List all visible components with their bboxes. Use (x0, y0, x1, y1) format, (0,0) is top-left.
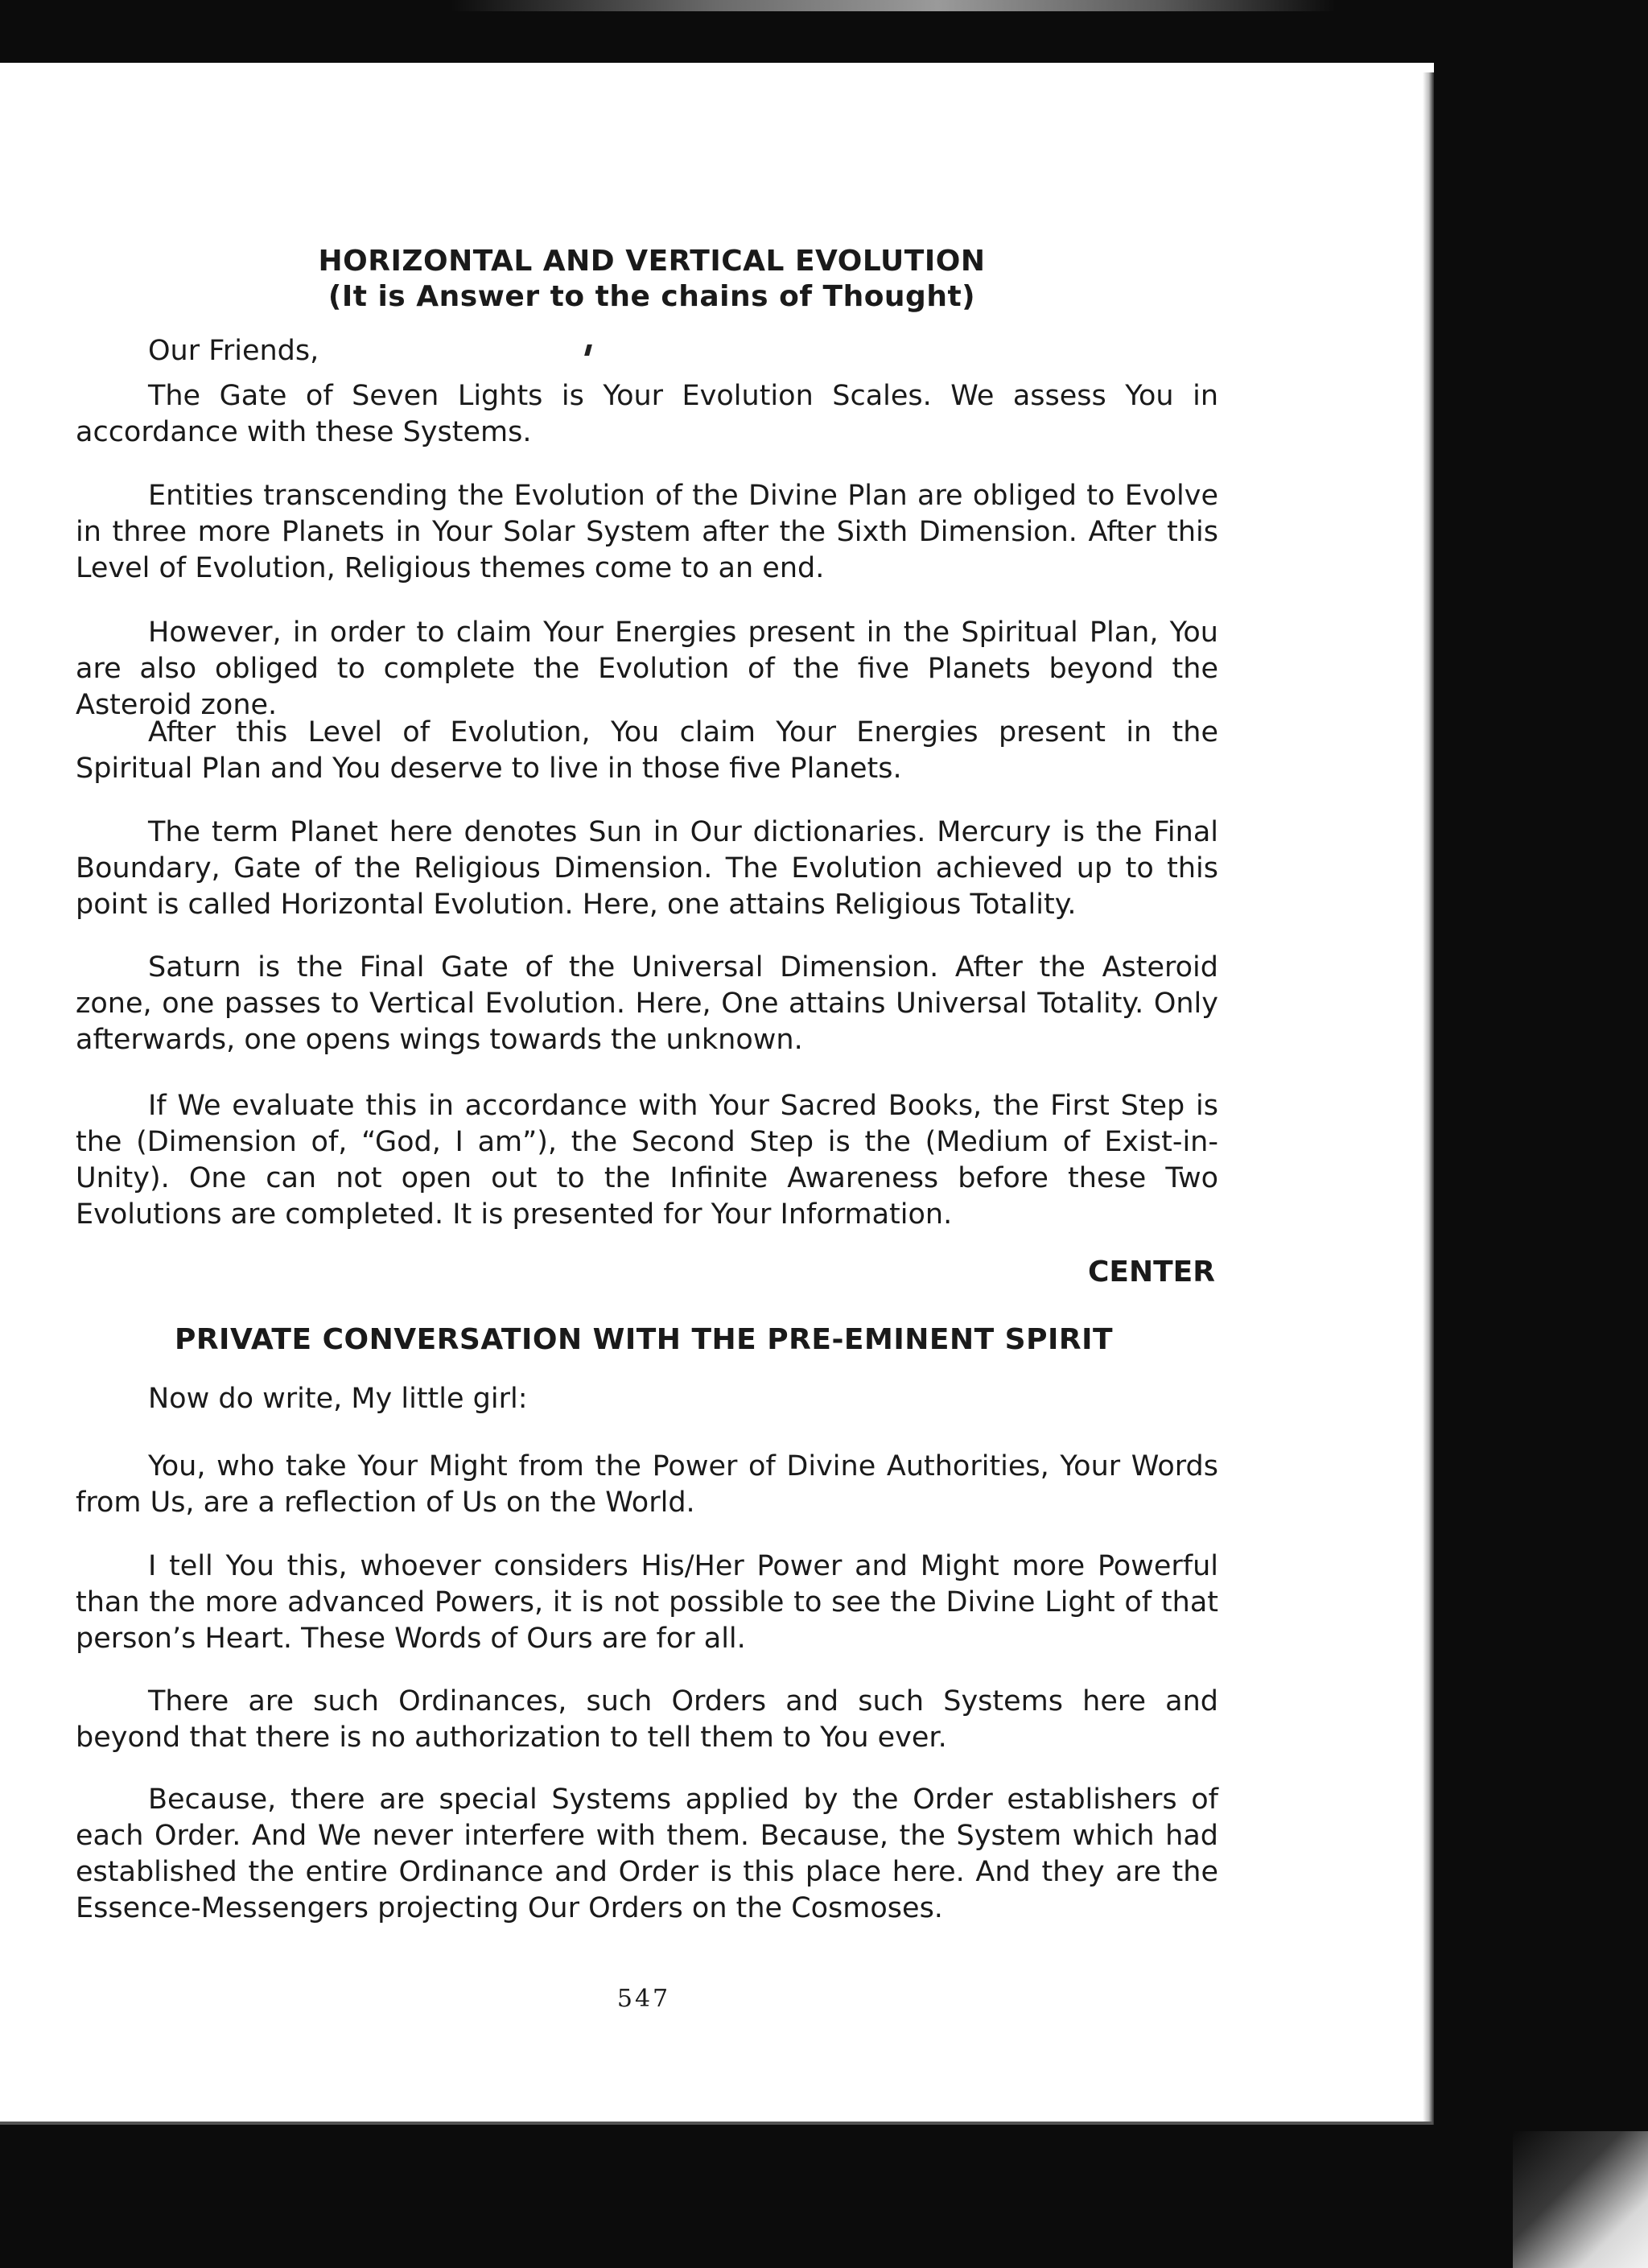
section1-paragraph-4: After this Level of Evolution, You claim Your Energies present in the Spiritual Plan and You deserve to live in those five Planets. (76, 716, 1218, 785)
section2-paragraph-2: I tell You this, whoever considers His/Her Power and Might more Powerful than the more advanced Powers, it is not possible to see the Divine Light of that person’s Heart. These Words of Ours are for all. (76, 1550, 1218, 1655)
section1-subtitle: (It is Answer to the chains of Thought) (328, 280, 976, 313)
section1-signature: CENTER (1087, 1256, 1215, 1289)
section1-paragraph-6: Saturn is the Final Gate of the Universal Dimension. After the Asteroid zone, one passes to Vertical Evolution. Here, One attains Universal Totality. Only afterwards, one opens wings towards the unknown. (76, 951, 1218, 1056)
section2-paragraph-4: Because, there are special Systems applied by the Order establishers of each Order. And We never interfere with them. Because, the System which had established the entire Ordinance and Order is this place here. And they are the Essence-Messengers projecting Our Orders on the Cosmoses. (76, 1783, 1218, 1924)
section1-paragraph-3: However, in order to claim Your Energies present in the Spiritual Plan, You are also obliged to complete the Evolution of the five Planets beyond the Asteroid zone. (76, 616, 1218, 721)
section1-paragraph-5: The term Planet here denotes Sun in Our dictionaries. Mercury is the Final Boundary, Gate of the Religious Dimension. The Evolution achieved up to this point is called Horizontal Evolution. Here, one attains Religious Totality. (76, 816, 1218, 921)
section1-paragraph-1: The Gate of Seven Lights is Your Evolution Scales. We assess You in accordance with these Systems. (76, 380, 1218, 448)
section2-opening: Now do write, My little girl: (148, 1383, 528, 1415)
section1-paragraph-2: Entities transcending the Evolution of the Divine Plan are obliged to Evolve in three more Planets in Your Solar System after the Sixth Dimension. After this Level of Evolution, Religious themes come to an end. (76, 480, 1218, 584)
section2-paragraph-3: There are such Ordinances, such Orders and such Systems here and beyond that there is no authorization to tell them to You ever. (76, 1685, 1218, 1754)
page-number: 547 (616, 1985, 671, 2013)
section1-paragraph-7: If We evaluate this in accordance with Your Sacred Books, the First Step is the (Dimension of, “God, I am”), the Second Step is the (Medium of Exist-in-Unity). One can not open out to the Infinite Awareness before these Two Evolutions are completed. It is presented for Your Information. (76, 1090, 1218, 1231)
section2-paragraph-1: You, who take Your Might from the Power of Divine Authorities, Your Words from Us, are a reflection of Us on the World. (76, 1450, 1218, 1519)
section2-title: PRIVATE CONVERSATION WITH THE PRE-EMINENT SPIRIT (174, 1323, 1114, 1356)
section1-salutation: Our Friends, (148, 335, 319, 367)
section1-title: HORIZONTAL AND VERTICAL EVOLUTION (318, 245, 986, 278)
